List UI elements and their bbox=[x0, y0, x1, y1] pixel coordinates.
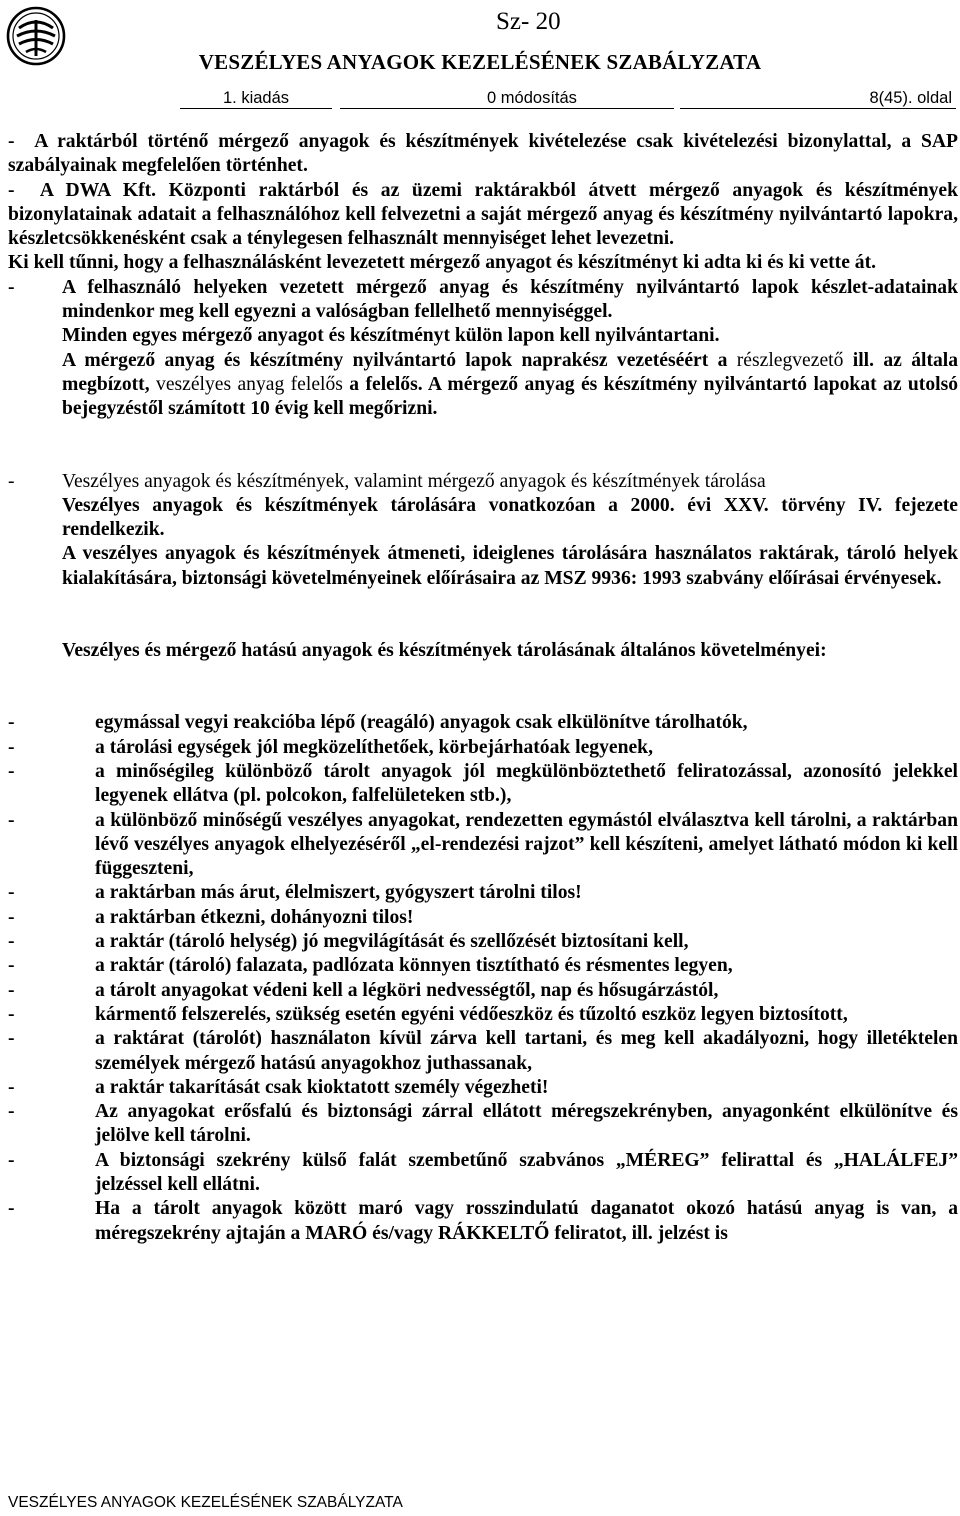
list-item: - a raktár takarítását csak kioktatott személy végezheti! bbox=[8, 1076, 549, 1098]
paragraph: Ki kell tűnni, hogy a felhasználásként levezetett mérgező anyagot és készítményt ki adta ki és ki vette át. bbox=[8, 252, 877, 274]
list-item: - a tárolt anyagokat védeni kell a légköri nedvességtől, nap és hősugárzástól, bbox=[8, 979, 719, 1001]
header-rule bbox=[180, 108, 332, 109]
paragraph: - A felhasználó helyeken vezetett mérgező anyag és készítmény nyilvántartó lapok készlet-adatainak mindenkor meg kell egyezni a valóságban fellelhető mennyiséggel. bbox=[8, 276, 958, 323]
paragraph: Minden egyes mérgező anyagot és készítményt külön lapon kell nyilvántartani. bbox=[62, 325, 720, 347]
modification-label: 0 módosítás bbox=[487, 89, 577, 107]
document-body bbox=[8, 130, 958, 1246]
list-item: - a minőségileg különböző tárolt anyagok jól megkülönböztethető feliratozással, azonosító jelekkel legyenek ellátva (pl. polcokon, falfelületeken stb.), bbox=[8, 760, 958, 807]
list-item: - kármentő felszerelés, szükség esetén egyéni védőeszköz és tűzoltó eszköz legyen biztosított, bbox=[8, 1003, 848, 1025]
footer-text: VESZÉLYES ANYAGOK KEZELÉSÉNEK SZABÁLYZATA bbox=[8, 1494, 403, 1511]
paragraph: - A DWA Kft. Központi raktárból és az üzemi raktárakból átvett mérgező anyagok és készítmények bizonylatainak adatait a felhasználóhoz kell felvezetni a saját mérgező anyag és készítmény nyilvántartó lapokra, készletcsökkenésként csak a ténylegesen felhasznált mennyiséget lehet levezetni. bbox=[8, 179, 958, 250]
header-rule bbox=[680, 108, 956, 109]
header-rule bbox=[340, 108, 674, 109]
list-item: - a raktár (tároló helység) jó megvilágítását és szellőzését biztosítani kell, bbox=[8, 931, 689, 953]
list-item: - Az anyagokat erősfalú és biztonsági zárral ellátott méregszekrényben, anyagonként elkülönítve és jelölve kell tárolni. bbox=[8, 1101, 958, 1147]
paragraph: A veszélyes anyagok és készítmények átmeneti, ideiglenes tárolására használatos raktárak, tároló helyek kialakítására, biztonsági követelményeinek előírásaira az MSZ 9936: 1993 szabvány előírásai érvényesek. bbox=[62, 543, 958, 589]
paragraph: A mérgező anyag és készítmény nyilvántartó lapok naprakész vezetéséért a részlegvezető ill. az általa megbízott, veszélyes anyag felelős a felelős. A mérgező anyag és készítmény nyilvántartó lapokat az utolsó bejegyzéstől számított 10 évig kell megőrizni. bbox=[62, 349, 959, 420]
paragraph: Veszélyes anyagok és készítmények tárolására vonatkozóan a 2000. évi XXV. törvény IV. fejezete rendelkezik. bbox=[62, 494, 958, 541]
list-item: - A biztonsági szekrény külső falát szembetűnő szabvános „MÉREG” felirattal és „HALÁLFEJ” jelzéssel kell ellátni. bbox=[8, 1149, 958, 1195]
list-item: - a különböző minőségű veszélyes anyagokat, rendezetten egymástól elválasztva kell tárolni, a raktárban lévő veszélyes anyagok elhelyezéséről „el-rendezési rajzot” kell készíteni, amelyet látható módon ki kell függeszteni, bbox=[8, 809, 958, 880]
list-item: - Ha a tárolt anyagok között maró vagy rosszindulatú daganatot okozó hatású anyag is van, a méregszekrény ajtaján a MARÓ és/vagy RÁKKELTŐ feliratot, ill. jelzést is bbox=[8, 1198, 958, 1244]
list-item: - a raktárban más árut, élelmiszert, gyógyszert tárolni tilos! bbox=[8, 882, 582, 904]
list-item: - a raktárban étkezni, dohányozni tilos! bbox=[8, 906, 414, 928]
page-number: 8(45). oldal bbox=[869, 89, 952, 107]
paragraph: - A raktárból történő mérgező anyagok és készítmények kivételezése csak kivételezési bizonylattal, a SAP szabályainak megfelelően történhet. bbox=[8, 131, 958, 177]
section-heading: - Veszélyes anyagok és készítmények, valamint mérgező anyagok és készítmények tárolása bbox=[8, 470, 766, 492]
list-item: - a raktárat (tárolót) használaton kívül zárva kell tartani, és meg kell akadályozni, hogy illetéktelen személyek mérgező hatású anyagokhoz juthassanak, bbox=[8, 1028, 958, 1074]
edition-label: 1. kiadás bbox=[222, 89, 290, 107]
requirements-list bbox=[8, 711, 958, 1246]
list-item: - egymással vegyi reakcióba lépő (reagáló) anyagok csak elkülönítve tárolhatók, bbox=[8, 712, 748, 734]
document-title: VESZÉLYES ANYAGOK KEZELÉSÉNEK SZABÁLYZATA bbox=[198, 50, 762, 74]
list-item: - a raktár (tároló) falazata, padlózata könnyen tisztítható és résmentes legyen, bbox=[8, 955, 733, 977]
section-heading: Veszélyes és mérgező hatású anyagok és készítmények tárolásának általános követelményei: bbox=[62, 640, 827, 662]
list-item: - a tárolási egységek jól megközelíthetőek, körbejárhatóak legyenek, bbox=[8, 736, 653, 758]
document-code: Sz- 20 bbox=[496, 8, 561, 35]
